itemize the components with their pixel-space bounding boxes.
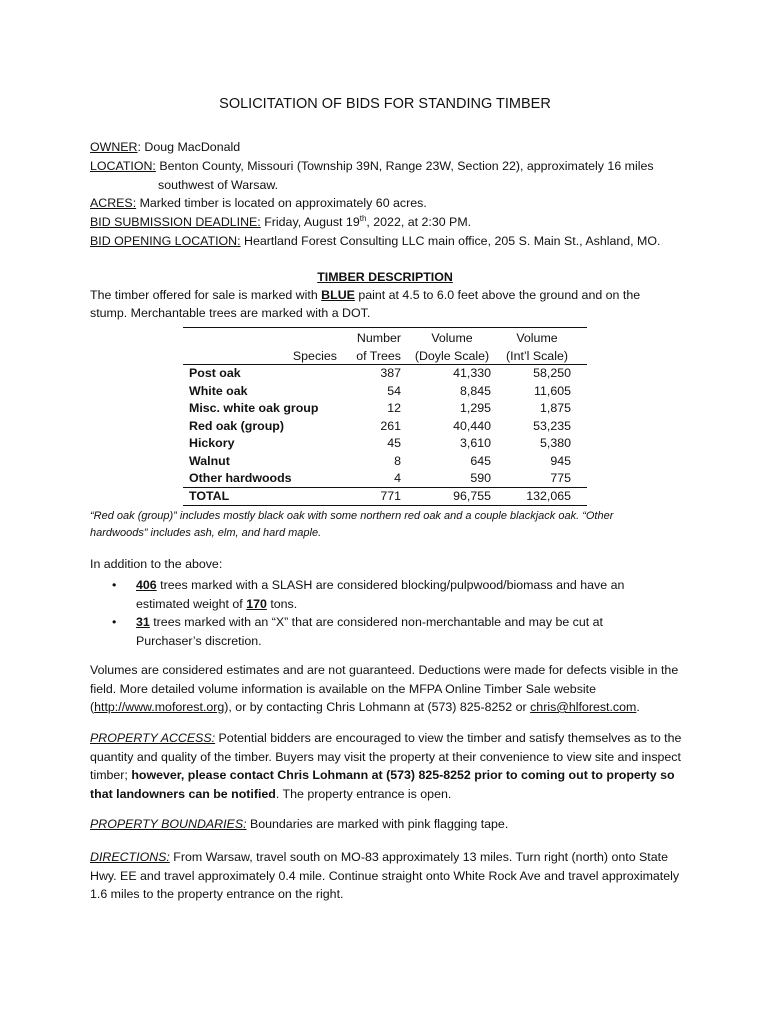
table-row	[183, 383, 577, 401]
volumes-paragraph	[90, 661, 682, 717]
addition-list	[112, 576, 632, 650]
header-blank	[183, 330, 337, 348]
bullet-1-end: tons.	[266, 596, 298, 611]
table-row	[183, 453, 577, 471]
table-row	[183, 400, 577, 418]
owner-value: : Doug MacDonald	[137, 140, 241, 154]
bullet-icon: •	[112, 615, 117, 629]
table-bottom-rule	[183, 505, 587, 506]
table-footnote: “Red oak (group)” includes mostly black oak with some northern red oak and a couple blackjack oak. “Other hardwoods” includes ash, elm, and hard maple.	[90, 510, 614, 539]
timber-paint-color: BLUE	[321, 288, 355, 302]
slash-tree-count: 406	[136, 578, 157, 592]
acres-line	[90, 194, 427, 213]
doyle-cell: 40,440	[453, 418, 491, 433]
species-cell: Hickory	[189, 436, 235, 450]
intl-cell: 775	[550, 471, 571, 485]
trees-cell: 12	[387, 401, 401, 415]
volumes-text-3: .	[636, 700, 640, 714]
boundaries-text: Boundaries are marked with pink flagging tape.	[246, 817, 509, 831]
deadline-value-post: , 2022, at 2:30 PM.	[366, 215, 472, 229]
bullet-icon: •	[112, 578, 117, 592]
species-cell: Post oak	[189, 366, 241, 380]
table-row	[183, 418, 577, 436]
header-intl-1: Volume	[516, 331, 558, 345]
deadline-value-pre: Friday, August 19	[260, 215, 360, 229]
trees-cell: 4	[394, 471, 401, 485]
access-text-1: Potential bidders are encouraged to view the timber and satisfy themselves as to the quantity and quality of the timber. Buyers may visit the property at their convenience to view site and inspect timber;	[90, 731, 682, 782]
location-continuation: southwest of Warsaw.	[158, 178, 279, 192]
header-intl-2: (Int’l Scale)	[506, 348, 568, 363]
trees-cell: 261	[380, 418, 401, 433]
trees-cell: 54	[387, 383, 401, 398]
location-line	[90, 157, 654, 176]
species-cell: Walnut	[189, 453, 230, 468]
access-bold-notice: however, please contact Chris Lohmann at (573) 825-8252 prior to coming out to property so that landowners can be notified	[90, 768, 675, 801]
property-boundaries-line	[90, 815, 508, 834]
email-link[interactable]: chris@hlforest.com	[530, 700, 637, 714]
intl-cell: 11,605	[534, 383, 571, 398]
volumes-text-1: Volumes are considered estimates and are not guaranteed. Deductions were made for defects visible in the field. More detailed volume information is available on the MFPA Online Timber Sale website (	[90, 663, 679, 714]
opening-value: Heartland Forest Consulting LLC main office, 205 S. Main St., Ashland, MO.	[240, 234, 661, 248]
table-row	[183, 365, 577, 383]
species-cell: White oak	[189, 383, 248, 398]
deadline-label: BID SUBMISSION DEADLINE:	[90, 215, 261, 229]
species-cell: Misc. white oak group	[189, 401, 319, 415]
header-species: Species	[292, 348, 337, 363]
directions-label: DIRECTIONS:	[90, 850, 170, 864]
doyle-cell: 41,330	[453, 366, 491, 380]
table-total-row	[183, 488, 577, 506]
timber-line-1	[90, 286, 640, 305]
x-tree-count: 31	[136, 615, 150, 629]
acres-label: ACRES:	[90, 196, 137, 210]
table-row	[183, 470, 577, 488]
species-cell: Red oak (group)	[189, 418, 284, 433]
location-value: Benton County, Missouri (Township 39N, Range 23W, Section 22), approximately 16 miles	[155, 159, 654, 173]
trees-cell: 45	[387, 436, 401, 450]
boundaries-label: PROPERTY BOUNDARIES:	[90, 817, 247, 831]
species-cell: Other hardwoods	[189, 471, 292, 485]
table-top-rule	[183, 327, 587, 328]
header-doyle-2: (Doyle Scale)	[414, 348, 490, 363]
directions-paragraph	[90, 848, 682, 904]
intl-cell: 58,250	[533, 366, 571, 380]
addition-intro: In addition to the above:	[90, 557, 223, 571]
intl-cell: 1,875	[539, 401, 571, 415]
doyle-cell: 8,845	[459, 383, 491, 398]
volumes-text-2: ), or by contacting Chris Lohmann at (573) 825-8252 or	[224, 700, 531, 714]
deadline-line	[90, 213, 471, 232]
timber-volume-table	[183, 330, 577, 505]
total-label: TOTAL	[189, 488, 230, 503]
intl-cell: 945	[550, 453, 571, 468]
opening-label: BID OPENING LOCATION:	[90, 234, 241, 248]
owner-line	[90, 138, 240, 157]
timber-heading: TIMBER DESCRIPTION	[317, 270, 453, 284]
opening-line	[90, 232, 660, 251]
directions-text: From Warsaw, travel south on MO-83 approximately 13 miles. Turn right (north) onto State Hwy. EE and travel approximately 0.4 mile. Continue straight onto White Rock Ave and travel approximately 1.6 miles to the property entrance on the right.	[90, 850, 680, 901]
list-item	[112, 613, 632, 650]
total-intl: 132,065	[526, 488, 571, 503]
bullet-2-text: trees marked with an “X” that are considered non-merchantable and may be cut at Purchaser’s discretion.	[136, 615, 603, 648]
acres-value: Marked timber is located on approximately 60 acres.	[136, 196, 427, 210]
doyle-cell: 590	[470, 471, 491, 485]
table-header-row-1	[183, 330, 577, 348]
timber-line-1-post: paint at 4.5 to 6.0 feet above the ground and on the	[354, 288, 641, 302]
property-access-paragraph	[90, 729, 682, 803]
trees-cell: 8	[394, 453, 401, 468]
timber-line-1-pre: The timber offered for sale is marked with	[90, 288, 322, 302]
access-text-2: . The property entrance is open.	[275, 786, 452, 801]
location-label: LOCATION:	[90, 159, 156, 173]
total-doyle: 96,755	[453, 488, 491, 503]
total-trees: 771	[380, 488, 401, 503]
header-trees-1: Number	[356, 331, 401, 345]
doyle-cell: 3,610	[459, 436, 491, 450]
deadline-sup: th	[359, 213, 367, 223]
page-title: SOLICITATION OF BIDS FOR STANDING TIMBER	[219, 96, 551, 112]
mfpa-website-link[interactable]: http://www.moforest.org	[94, 700, 225, 714]
trees-cell: 387	[380, 366, 401, 380]
header-trees-2: of Trees	[356, 348, 401, 363]
timber-line-2: stump. Merchantable trees are marked with a DOT.	[90, 306, 371, 320]
list-item	[112, 576, 632, 613]
bullet-1-text: trees marked with a SLASH are considered blocking/pulpwood/biomass and have an estimated weight of	[136, 578, 625, 611]
slash-weight: 170	[246, 596, 267, 611]
table-header-row-2	[183, 348, 577, 366]
intl-cell: 53,235	[533, 418, 571, 433]
owner-label: OWNER	[90, 140, 138, 154]
table-row	[183, 435, 577, 453]
access-label: PROPERTY ACCESS:	[90, 731, 216, 745]
doyle-cell: 1,295	[459, 401, 491, 415]
header-doyle-1: Volume	[431, 331, 473, 345]
intl-cell: 5,380	[539, 436, 571, 450]
doyle-cell: 645	[470, 453, 491, 468]
